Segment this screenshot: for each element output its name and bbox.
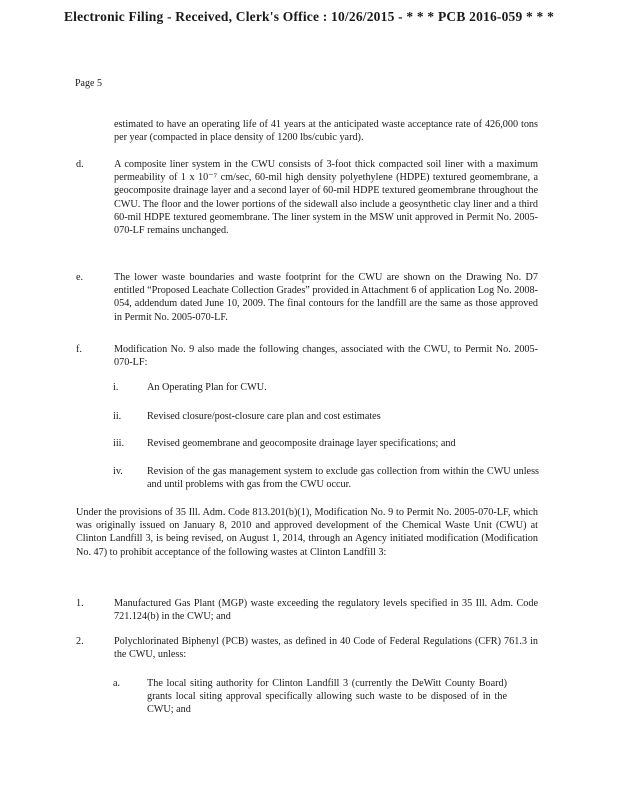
numbered-item-text: Polychlorinated Biphenyl (PCB) wastes, as defined in 40 Code of Federal Regulations (CFR) 761.3 in the CWU, unless: — [114, 636, 538, 661]
subitem-marker: ii. — [113, 411, 122, 422]
continued-paragraph: estimated to have an operating life of 41 years at the anticipated waste acceptance rate of 426,000 tons per year (compacted in place density of 1200 lbs/cubic yard). — [114, 119, 538, 144]
sub-item-a-marker: a. — [113, 678, 121, 689]
subitem-marker: iii. — [113, 438, 125, 449]
page-number: Page 5 — [75, 78, 102, 89]
subitem-text: Revised geomembrane and geocomposite drainage layer specifications; and — [147, 438, 456, 449]
subitem-text: Revision of the gas management system to exclude gas collection from within the CWU unless and until problems with gas from the CWU occur. — [147, 466, 539, 491]
subitem-marker: i. — [113, 382, 119, 393]
item-d-text: A composite liner system in the CWU consists of 3-foot thick compacted soil liner with a maximum permeability of 1 x 10⁻⁷ cm/sec, 60-mil high density polyethylene (HDPE) textured geomembrane, a geocomposite drainage layer and a second layer of 60-mil HDPE textured geomembrane throughout the CWU. The floor and the lower portions of the sidewall also include a geosynthetic clay liner and a third 60-mil HDPE textured geomembrane. The liner system in the MSW unit approved in Permit No. 2005-070-LF remains unchanged. — [114, 159, 538, 237]
item-d-marker: d. — [76, 159, 84, 170]
item-e-text: The lower waste boundaries and waste footprint for the CWU are shown on the Drawing No. D7 entitled “Proposed Leachate Collection Grades” provided in Attachment 6 of application Log No. 2008-054, addendum dated June 10, 2009. The final contours for the landfill are the same as those approved in Permit No. 2005-070-LF. — [114, 272, 538, 323]
numbered-item-text: Manufactured Gas Plant (MGP) waste exceeding the regulatory levels specified in 35 Ill. Adm. Code 721.124(b) in the CWU; and — [114, 598, 538, 623]
item-f-marker: f. — [76, 344, 82, 355]
numbered-item-marker: 2. — [76, 636, 84, 647]
under-provisions-paragraph: Under the provisions of 35 Ill. Adm. Code 813.201(b)(1), Modification No. 9 to Permit No. 2005-070-LF, which was originally issued on January 8, 2010 and approved development of the Chemical Waste Unit (CWU) at Clinton Landfill 3, is being revised, on August 1, 2014, through an Agency initiated modification (Modification No. 47) to prohibit acceptance of the following wastes at Clinton Landfill 3: — [76, 507, 538, 558]
numbered-item-marker: 1. — [76, 598, 84, 609]
filing-header: Electronic Filing - Received, Clerk's Office : 10/26/2015 - * * * PCB 2016-059 * * * — [63, 9, 555, 24]
item-f-text: Modification No. 9 also made the following changes, associated with the CWU, to Permit No. 2005-070-LF: — [114, 344, 538, 369]
subitem-text: An Operating Plan for CWU. — [147, 382, 267, 393]
subitem-marker: iv. — [113, 466, 123, 477]
sub-item-a-text: The local siting authority for Clinton Landfill 3 (currently the DeWitt County Board) grants local siting approval specifically allowing such waste to be disposed of in the CWU; and — [147, 678, 507, 716]
item-e-marker: e. — [76, 272, 84, 283]
subitem-text: Revised closure/post-closure care plan and cost estimates — [147, 411, 381, 422]
